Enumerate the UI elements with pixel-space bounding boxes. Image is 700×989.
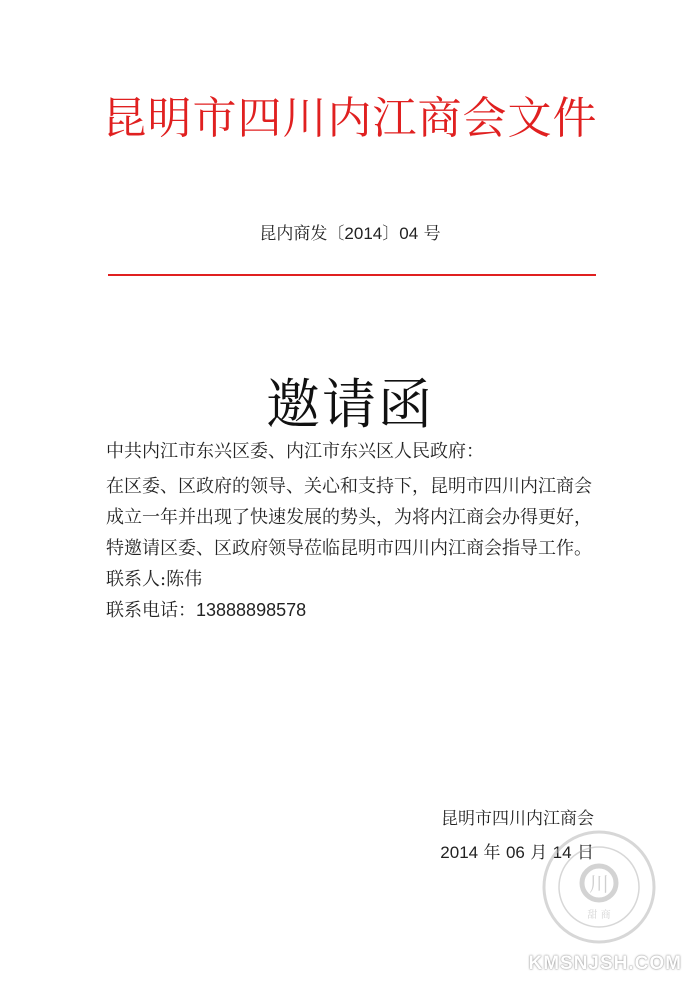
phone-label: 联系电话： [106, 600, 196, 621]
seal-center-text: 川 [589, 872, 609, 896]
date-year: 2014 [440, 843, 479, 862]
doc-number-year: 2014 [344, 224, 383, 243]
contact-name: 陈伟 [166, 569, 203, 590]
date-day: 14 [552, 843, 572, 862]
date-month: 06 [505, 843, 525, 862]
doc-number-suffix: 号 [418, 224, 441, 244]
phone-number: 13888898578 [196, 600, 307, 620]
doc-number-prefix: 昆内商发〔 [259, 224, 345, 244]
date-day-unit: 日 [571, 843, 594, 863]
doc-number-mid: 〕 [382, 224, 400, 244]
doc-number-num: 04 [399, 224, 419, 243]
contact-phone-line [106, 595, 598, 626]
chamber-seal-stamp [540, 828, 658, 946]
contact-label: 联系人: [106, 569, 167, 590]
addressee-line: 中共内江市东兴区委、内江市东兴区人民政府： [106, 441, 484, 462]
document-number [0, 219, 700, 244]
document-header-title: 昆明市四川内江商会文件 [102, 93, 598, 144]
date-month-unit: 月 [524, 843, 553, 863]
letter-body [106, 436, 598, 626]
header-divider [108, 274, 596, 276]
signoff-organization: 昆明市四川内江商会 [441, 809, 594, 829]
seal-bottom-text: 甜 商 [587, 910, 611, 921]
invitation-title: 邀请函 [266, 373, 434, 436]
date-year-unit: 年 [478, 843, 506, 863]
site-watermark: KMSNJSH.COM [528, 953, 682, 974]
main-paragraph: 在区委、区政府的领导、关心和支持下，昆明市四川内江商会成立一年并出现了快速发展的势头，为将内江商会办得更好，特邀请区委、区政府领导莅临昆明市四川内江商会指导工作。 [106, 476, 592, 559]
contact-person-line [106, 564, 598, 595]
